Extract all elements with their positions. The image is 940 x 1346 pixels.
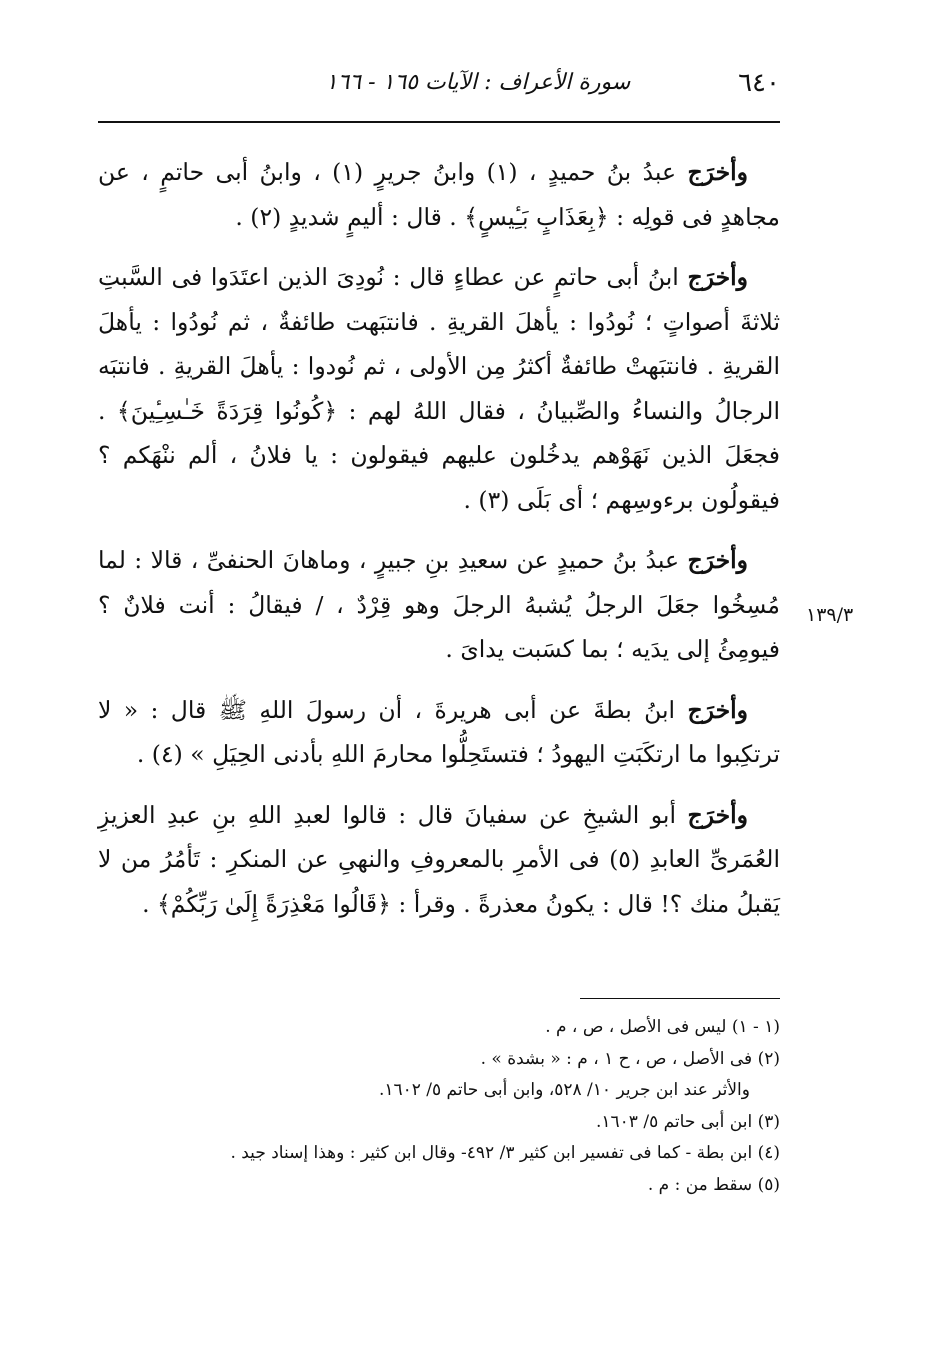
paragraph-text: ابنُ أبى حاتمٍ عن عطاءٍ قال : نُودِىَ الذين اعتَدَوا فى السَّبتِ ثلاثةَ أصواتٍ ؛ نُودُوا : يأهلَ القريةِ . فانتبَهت طائفةٌ ، ثم نُودُوا : يأهلَ القريةِ . فانتبَهتْ طائفةٌ أكثرُ مِن الأولى ، ثم نُودوا : يأهلَ القريةِ . فانتبَه الرجالُ والنساءُ والصِّبيانُ ، فقال اللهُ لهم : ﴿كُونُوا قِرَدَةً خَـٰسِـِٔينَ﴾ . فجعَلَ الذين نَهَوْهم يدخُلون عليهم فيقولون : يا فلانُ ، ألم ننْهَكم ؟ فيقولُون برءوسِهم ؛ أى بَلَى (٣) . xyxy=(98,263,780,514)
footnote: (٣) ابن أبى حاتم ٥/ ١٦٠٣. xyxy=(595,1111,780,1132)
footnote: والأثر عند ابن جرير ١٠/ ٥٢٨، وابن أبى حاتم ٥/ ١٦٠٢. xyxy=(378,1080,750,1100)
paragraph xyxy=(98,793,780,927)
paragraph-lead: وأخرَج xyxy=(687,546,748,574)
paragraph-text: أبو الشيخِ عن سفيانَ قال : قالوا لعبدِ اللهِ بنِ عبدِ العزيزِ العُمَرىِّ العابدِ (٥) فى الأمرِ بالمعروفِ والنهىِ عن المنكرِ : تَأمُرُ من لا يَقبلُ منك ؟! قال : يكونُ معذرةً . وقرأ : ﴿قَالُوا مَعْذِرَةً إِلَىٰ رَبِّكُمْ﴾ . xyxy=(98,800,780,918)
running-title: سورة الأعراف : الآيات ١٦٥ - ١٦٦ xyxy=(325,70,631,95)
paragraph-lead: وأخرَج xyxy=(687,800,748,829)
footnotes xyxy=(98,1012,780,1201)
paragraph xyxy=(98,150,780,239)
footnote: (١ - ١) ليس فى الأصل ، ص ، م . xyxy=(545,1017,780,1037)
paragraph xyxy=(98,538,780,672)
paragraph xyxy=(98,255,780,522)
paragraph-lead: وأخرَج xyxy=(687,695,748,724)
footnote: (٥) سقط من : م . xyxy=(647,1174,780,1195)
paragraph xyxy=(98,688,780,777)
footnote: (٢) فى الأصل ، ص ، ح ١ ، م : « بشدة » . xyxy=(480,1048,780,1069)
footnote: (٤) ابن بطة - كما فى تفسير ابن كثير ٣/ ٤٩٢- وقال ابن كثير : وهذا إسناد جيد . xyxy=(230,1143,780,1163)
margin-reference: ١٣٩/٣ xyxy=(806,604,854,626)
paragraph-text: ابنُ بطةَ عن أبى هريرةَ ، أن رسولَ اللهِ ﷺ قال : « لا ترتكِبوا ما ارتكَبَتِ اليهودُ ؛ فتستَحِلُّوا محارمَ اللهِ بأدنى الحِيَلِ » (٤) . xyxy=(98,695,780,768)
paragraph-text: عبدُ بنُ حميدٍ ، (١) وابنُ جريرٍ (١) ، وابنُ أبى حاتمٍ ، عن مجاهدٍ فى قولِه : ﴿بِعَذَابٍ بَـِٔيسٍ﴾ . قال : أليمٍ شديدٍ (٢) . xyxy=(98,158,780,231)
paragraph-text: عبدُ بنُ حميدٍ عن سعيدِ بنِ جبيرٍ ، وماهانَ الحنفىِّ ، قالا : لما مُسِخُوا جعَلَ الرجلُ يُشبهُ الرجلَ وهو قِرْدٌ ، / فيقالُ : أنت فلانٌ ؟ فيومِئُ إلى يدَيه ؛ بما كسَبت يداىَ . xyxy=(98,546,780,663)
page-header xyxy=(98,68,780,108)
paragraph-lead: وأخرَج xyxy=(687,263,748,291)
paragraph-lead: وأخرَج xyxy=(687,158,748,186)
page-number: ٦٤٠ xyxy=(738,68,780,98)
header-rule xyxy=(98,121,780,123)
main-text xyxy=(98,150,780,942)
footnote-rule xyxy=(580,998,780,999)
